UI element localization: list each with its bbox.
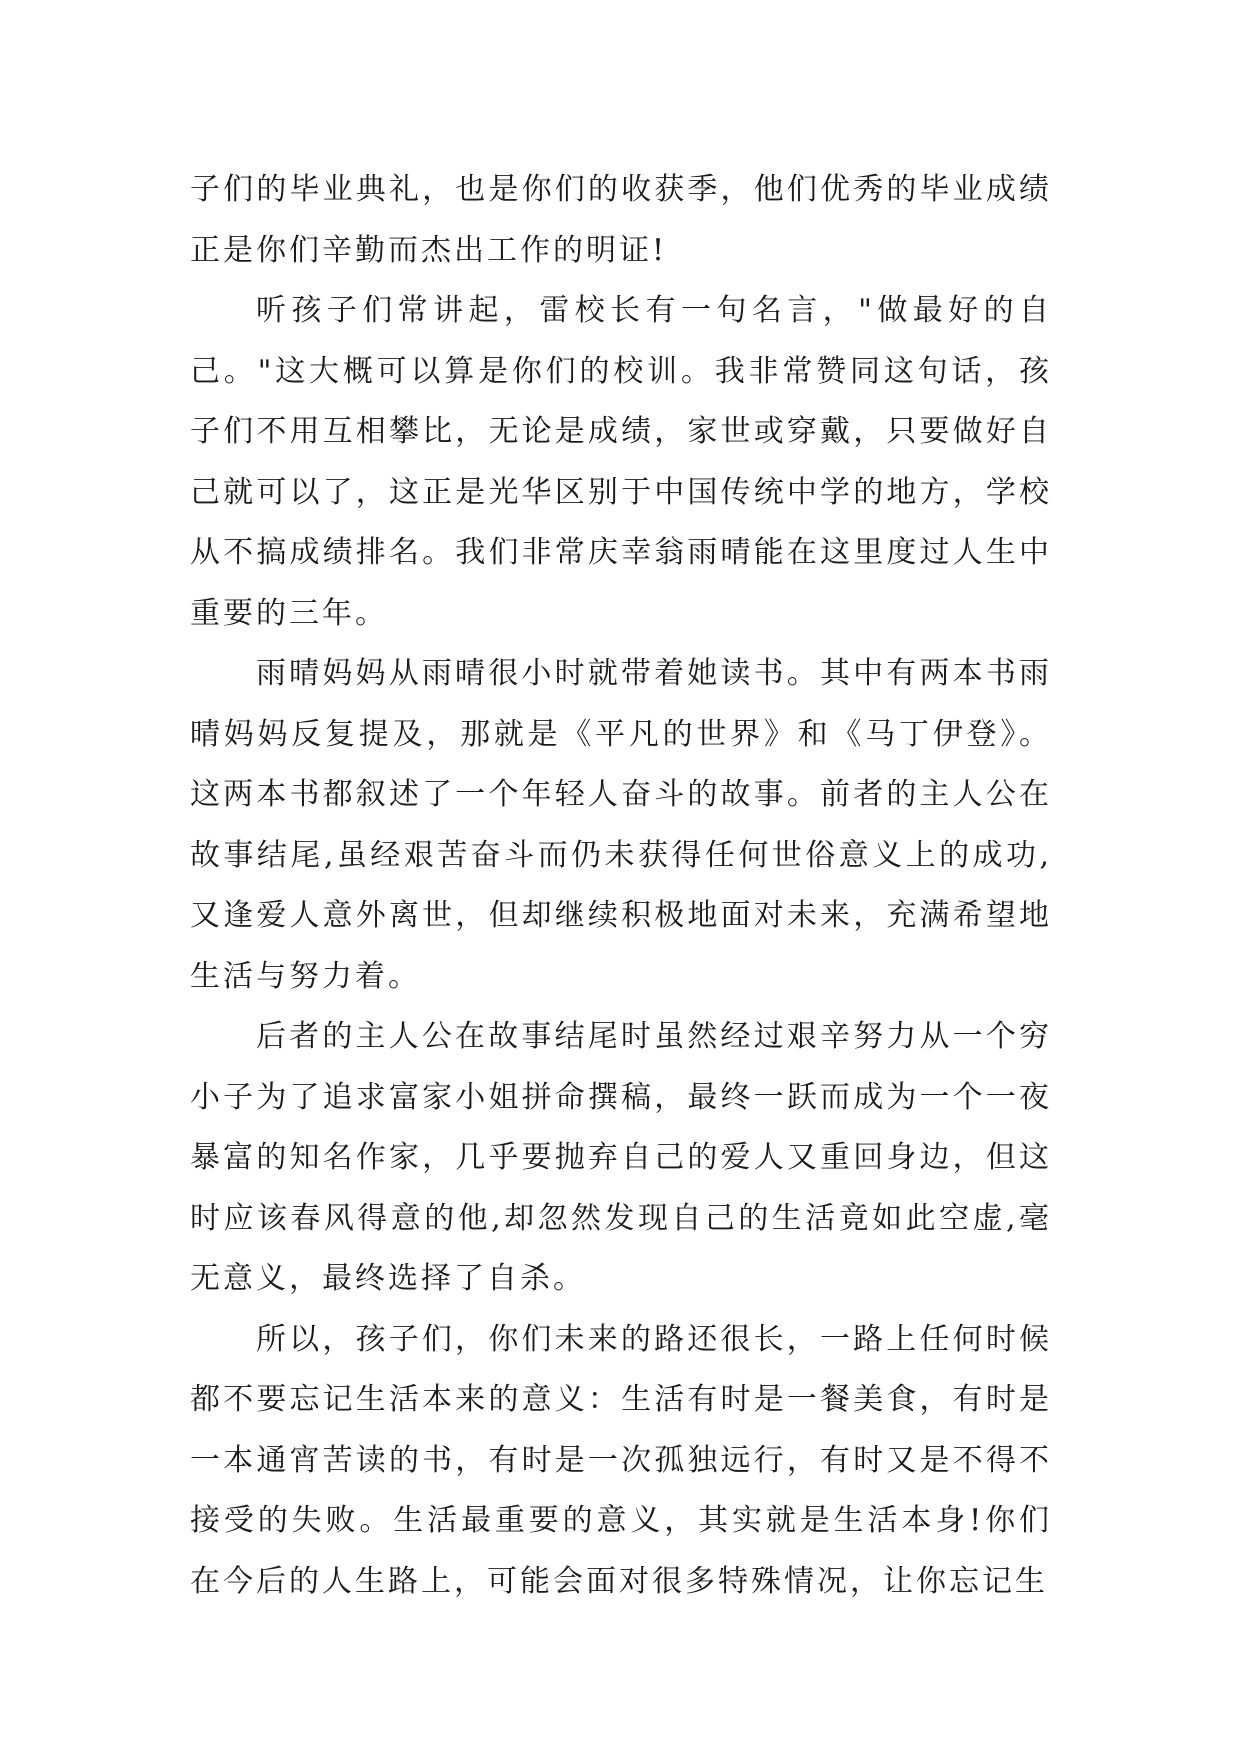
paragraph-1: 子们的毕业典礼，也是你们的收获季，他们优秀的毕业成绩正是你们辛勤而杰出工作的明证! [190, 172, 1052, 268]
paragraph-5: 所以，孩子们，你们未来的路还很长，一路上任何时候都不要忘记生活本来的意义：生活有时是一餐美食，有时是一本通宵苦读的书，有时是一次孤独远行，有时又是不得不接受的失败。生活最重要的意义，其实就是生活本身!你们在今后的人生路上，可能会面对很多特殊情况，让你忘记生 [190, 1321, 1052, 1599]
paragraph-2: 听孩子们常讲起，雷校长有一句名言，"做最好的自己。"这大概可以算是你们的校训。我非常赞同这句话，孩子们不用互相攀比，无论是成绩，家世或穿戴，只要做好自己就可以了，这正是光华区别于中国传统中学的地方，学校从不搞成绩排名。我们非常庆幸翁雨晴能在这里度过人生中重要的三年。 [190, 293, 1052, 631]
paragraph-4: 后者的主人公在故事结尾时虽然经过艰辛努力从一个穷小子为了追求富家小姐拼命撰稿，最终一跃而成为一个一夜暴富的知名作家，几乎要抛弃自己的爱人又重回身边，但这时应该春风得意的他,却忽然发现自己的生活竟如此空虚,毫无意义，最终选择了自杀。 [190, 1019, 1052, 1296]
paragraph-3: 雨晴妈妈从雨晴很小时就带着她读书。其中有两本书雨晴妈妈反复提及，那就是《平凡的世界》和《马丁伊登》。这两本书都叙述了一个年轻人奋斗的故事。前者的主人公在故事结尾,虽经艰苦奋斗而仍未获得任何世俗意义上的成功,又逢爱人意外离世，但却继续积极地面对未来，充满希望地生活与努力着。 [190, 656, 1052, 994]
document-body [190, 160, 1052, 1612]
